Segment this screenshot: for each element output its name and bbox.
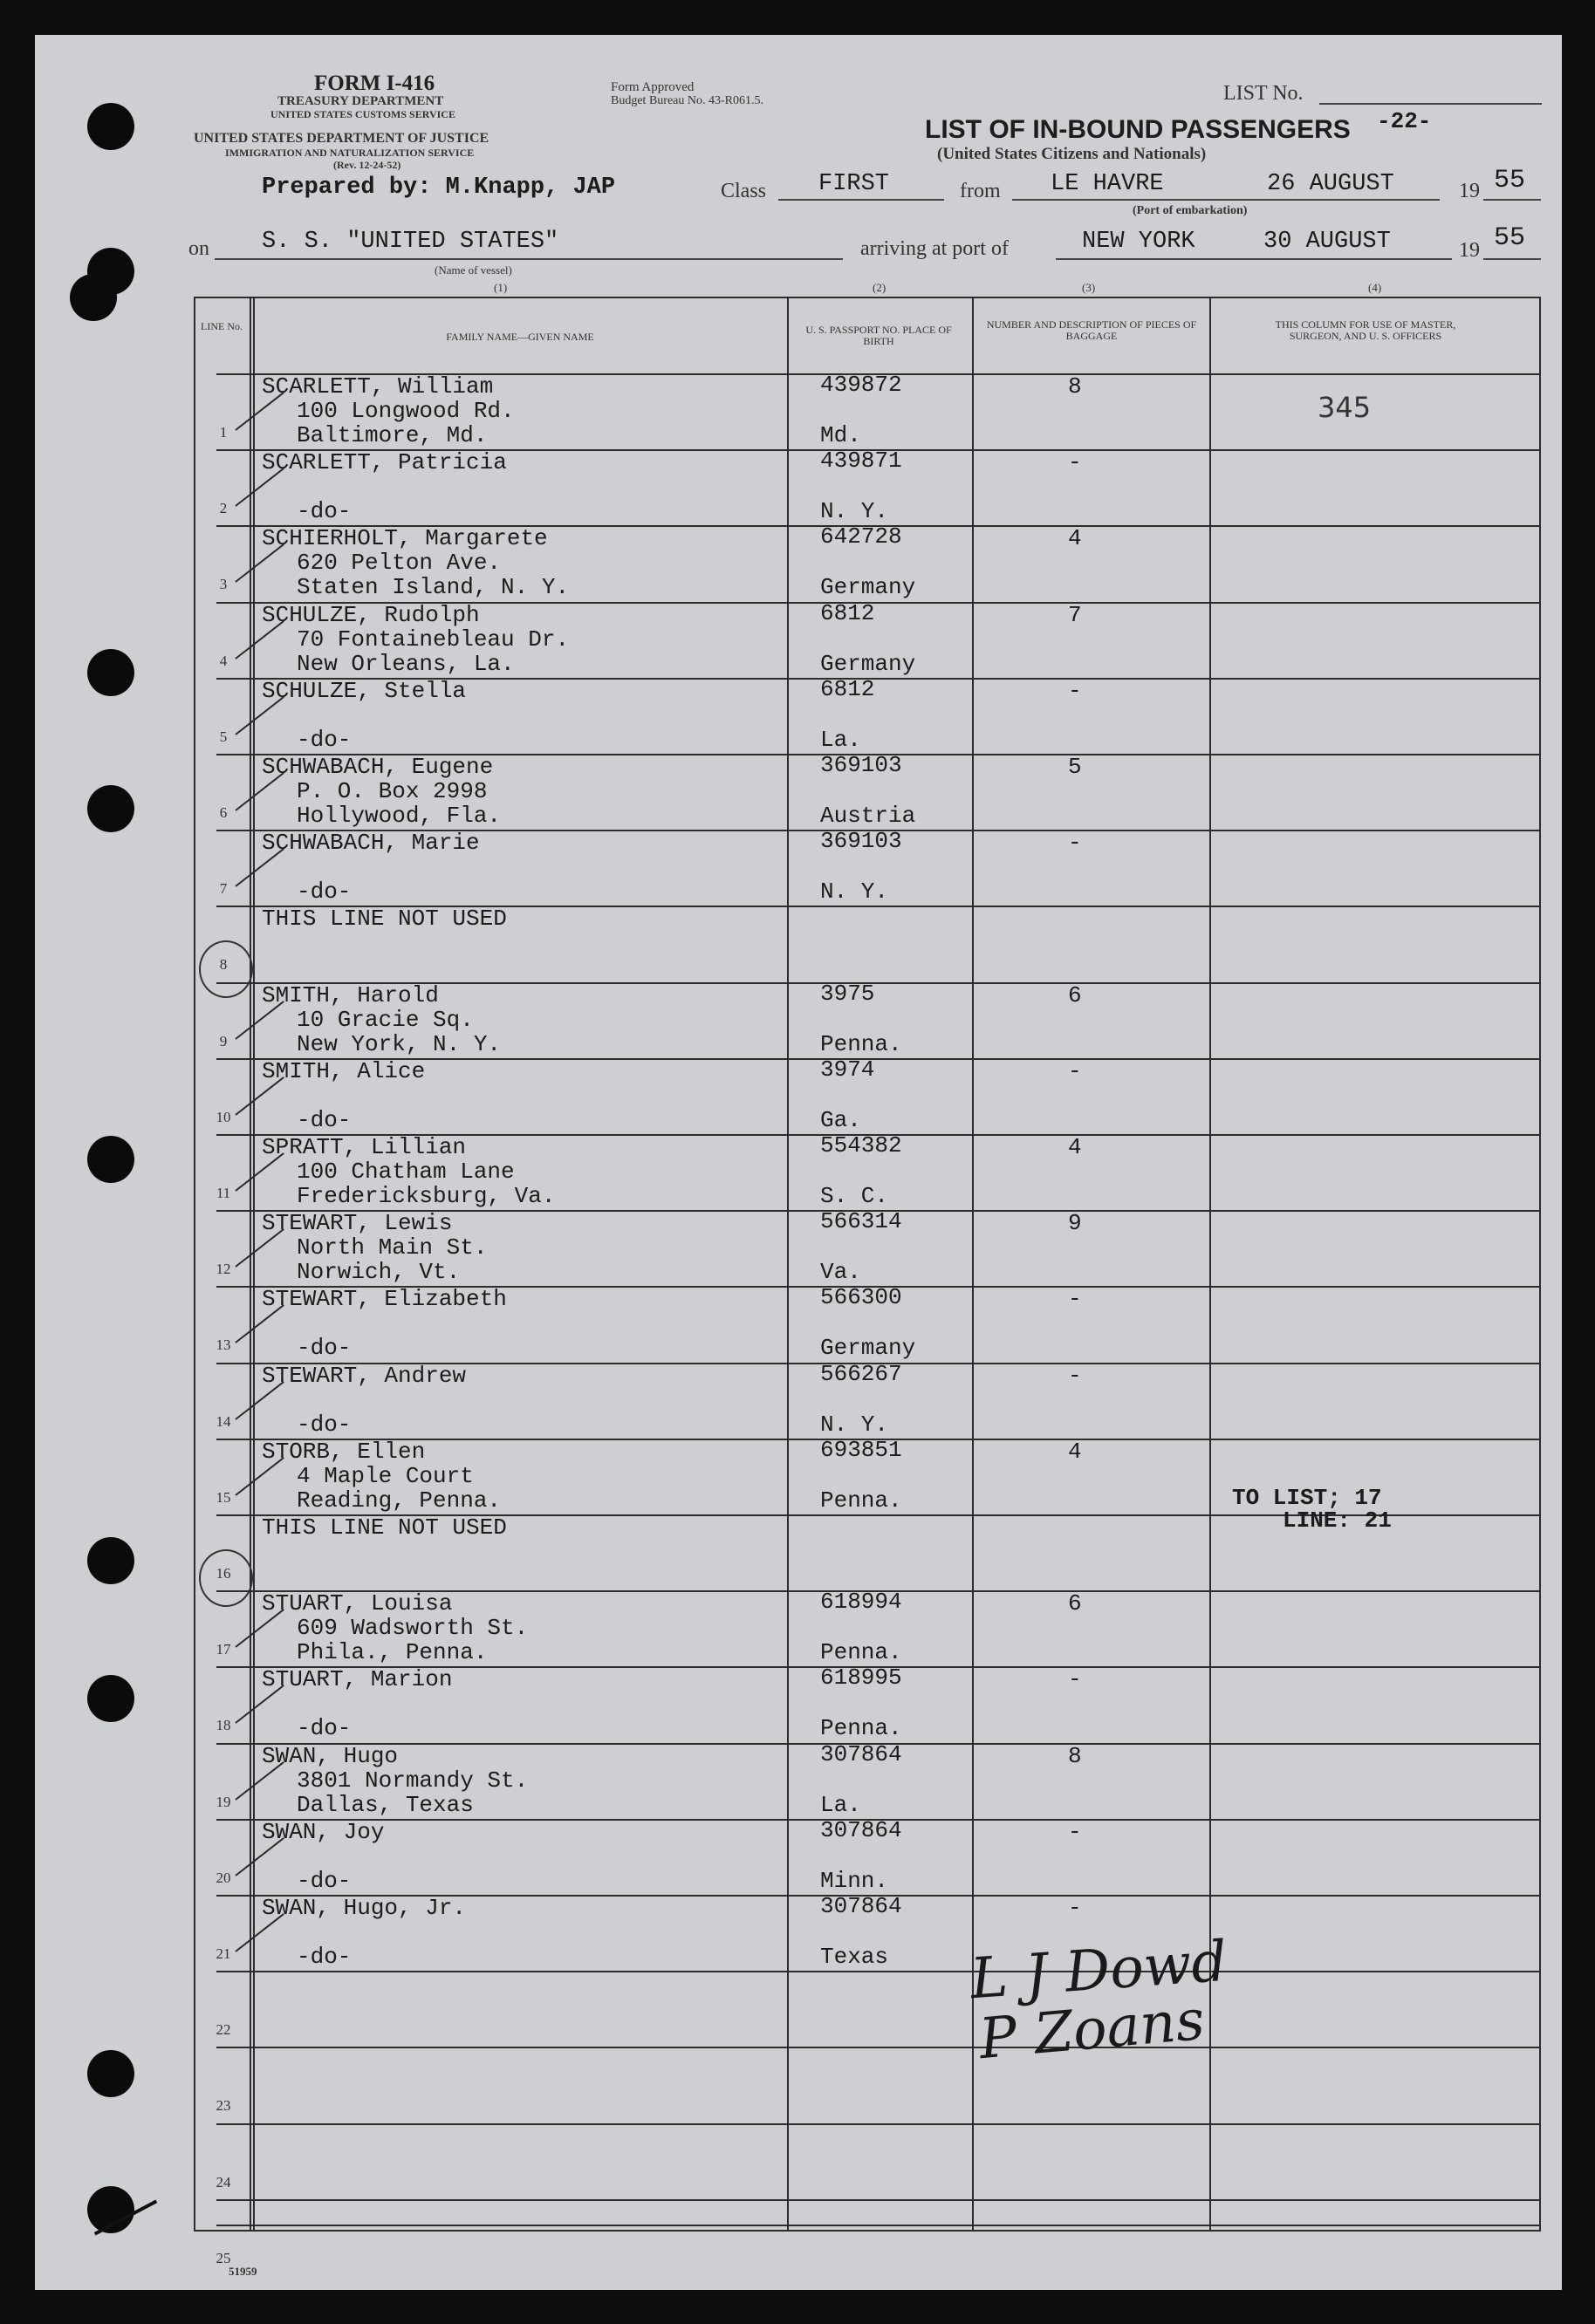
passenger-name: STUART, Marion bbox=[262, 1666, 453, 1693]
passenger-address: 100 Chatham Lane bbox=[297, 1159, 515, 1185]
place-of-birth: Md. bbox=[820, 422, 861, 448]
list-no-value: -22- bbox=[1377, 108, 1432, 134]
passenger-city: Phila., Penna. bbox=[297, 1639, 488, 1666]
form-title: LIST OF IN-BOUND PASSENGERS bbox=[925, 115, 1351, 144]
place-of-birth: La. bbox=[820, 1791, 861, 1818]
baggage-count: - bbox=[1068, 677, 1082, 704]
row-number: 5 bbox=[219, 728, 228, 745]
row-separator bbox=[216, 2225, 1541, 2226]
row-number: 22 bbox=[216, 2021, 231, 2039]
row-number: 2 bbox=[219, 500, 228, 517]
passport-number: 6812 bbox=[820, 675, 875, 702]
row-number: 9 bbox=[219, 1032, 228, 1049]
row-separator bbox=[216, 2123, 1541, 2125]
passenger-address: 3801 Normandy St. bbox=[297, 1767, 529, 1794]
to-line-note: LINE: 21 bbox=[1283, 1507, 1392, 1534]
passport-number: 3974 bbox=[820, 1056, 875, 1083]
passenger-name: SMITH, Alice bbox=[262, 1057, 426, 1084]
baggage-count: 8 bbox=[1068, 373, 1082, 400]
form-number: FORM I-416 bbox=[314, 72, 435, 95]
passenger-city: -do- bbox=[297, 878, 352, 906]
passenger-city: -do- bbox=[297, 1944, 352, 1970]
passenger-city: -do- bbox=[297, 498, 352, 525]
place-of-birth: Germany bbox=[820, 650, 916, 677]
baggage-count: - bbox=[1068, 830, 1082, 857]
col-divider-name bbox=[253, 297, 255, 2232]
year2-prefix: 19 bbox=[1459, 239, 1480, 262]
row-number: 7 bbox=[219, 880, 228, 898]
place-of-birth: N. Y. bbox=[820, 1411, 889, 1438]
baggage-count: 6 bbox=[1068, 981, 1082, 1008]
punch-hole bbox=[87, 1537, 134, 1584]
passenger-city: Staten Island, N. Y. bbox=[297, 574, 570, 601]
punch-hole bbox=[70, 274, 117, 321]
passenger-name: STUART, Louisa bbox=[262, 1590, 453, 1617]
passport-number: 6812 bbox=[820, 599, 875, 626]
punch-hole bbox=[87, 103, 134, 150]
baggage-count: 4 bbox=[1068, 1134, 1082, 1160]
punch-hole bbox=[87, 1136, 134, 1183]
baggage-count: 5 bbox=[1068, 754, 1082, 780]
passenger-address: 100 Longwood Rd. bbox=[297, 398, 515, 424]
passenger-city: Hollywood, Fla. bbox=[297, 803, 502, 829]
place-of-birth: Minn. bbox=[820, 1867, 889, 1894]
col-header-baggage: NUMBER AND DESCRIPTION OF PIECES OF BAGGAGE bbox=[986, 318, 1197, 342]
row-separator bbox=[216, 1971, 1541, 1972]
passenger-city: -do- bbox=[297, 726, 352, 753]
baggage-count: - bbox=[1068, 449, 1082, 476]
place-of-birth: Penna. bbox=[820, 1030, 902, 1057]
row-number: 21 bbox=[216, 1945, 231, 1962]
row-separator bbox=[216, 2047, 1541, 2048]
class-underline bbox=[778, 199, 944, 201]
passenger-name: SCHULZE, Stella bbox=[262, 677, 467, 704]
list-no-underline bbox=[1319, 103, 1542, 105]
passenger-city: -do- bbox=[297, 1715, 352, 1742]
passport-number: 369103 bbox=[820, 752, 902, 778]
baggage-count: - bbox=[1068, 1362, 1082, 1389]
port-embark-caption: (Port of embarkation) bbox=[1133, 204, 1248, 217]
on-label: on bbox=[188, 237, 209, 260]
passenger-name: STEWART, Elizabeth bbox=[262, 1286, 507, 1313]
passenger-name: SMITH, Harold bbox=[262, 981, 439, 1008]
passenger-name: SCHIERHOLT, Margarete bbox=[262, 525, 548, 552]
from-label: from bbox=[960, 180, 1001, 202]
revision: (Rev. 12-24-52) bbox=[333, 159, 401, 171]
row-number: 25 bbox=[216, 2249, 231, 2266]
passenger-city: Norwich, Vt. bbox=[297, 1259, 461, 1286]
passenger-city: New York, N. Y. bbox=[297, 1030, 502, 1057]
row-number: 3 bbox=[219, 576, 228, 593]
passenger-city: Reading, Penna. bbox=[297, 1487, 502, 1514]
passport-number: 439871 bbox=[820, 448, 902, 475]
form-subtitle: (United States Citizens and Nationals) bbox=[937, 145, 1207, 163]
col-header-passport: U. S. PASSPORT NO. PLACE OF BIRTH bbox=[805, 324, 952, 347]
row-number: 18 bbox=[216, 1717, 231, 1734]
row-number: 1 bbox=[219, 424, 228, 441]
signature-2: P Zoans bbox=[976, 1987, 1208, 2073]
passenger-name: STEWART, Lewis bbox=[262, 1210, 453, 1237]
place-of-birth: S. C. bbox=[820, 1183, 889, 1209]
place-of-birth: N. Y. bbox=[820, 498, 889, 525]
passport-number: 554382 bbox=[820, 1132, 902, 1159]
passenger-name: SCHWABACH, Eugene bbox=[262, 754, 494, 780]
passport-number: 693851 bbox=[820, 1436, 902, 1463]
passport-number: 307864 bbox=[820, 1816, 902, 1843]
signature-1: L J Dowd bbox=[968, 1929, 1229, 2013]
arrival-port: NEW YORK bbox=[1082, 229, 1195, 255]
passenger-name: SCHULZE, Rudolph bbox=[262, 601, 480, 628]
vessel-caption: (Name of vessel) bbox=[435, 263, 512, 277]
passenger-name: SCHWABACH, Marie bbox=[262, 830, 480, 857]
baggage-count: - bbox=[1068, 1818, 1082, 1845]
place-of-birth: La. bbox=[820, 726, 861, 753]
row-number: 23 bbox=[216, 2097, 231, 2115]
col1-number: (1) bbox=[494, 281, 508, 294]
passport-number: 307864 bbox=[820, 1893, 902, 1919]
year-prefix: 19 bbox=[1459, 180, 1480, 202]
passenger-name: STEWART, Andrew bbox=[262, 1362, 467, 1389]
baggage-count: 4 bbox=[1068, 1438, 1082, 1465]
passenger-name: THIS LINE NOT USED bbox=[262, 906, 507, 933]
col-divider-baggage bbox=[972, 297, 974, 2232]
passenger-name: SWAN, Hugo bbox=[262, 1742, 399, 1769]
passenger-name: SWAN, Joy bbox=[262, 1818, 385, 1845]
passenger-name: SWAN, Hugo, Jr. bbox=[262, 1895, 467, 1921]
col4-number: (4) bbox=[1368, 281, 1382, 294]
col-header-line: LINE No. bbox=[201, 320, 243, 332]
passenger-address: 70 Fontainebleau Dr. bbox=[297, 625, 570, 653]
place-of-birth: Germany bbox=[820, 1335, 916, 1362]
vessel-name: S. S. "UNITED STATES" bbox=[262, 229, 559, 255]
row-separator bbox=[216, 2199, 1541, 2201]
baggage-count: - bbox=[1068, 1666, 1082, 1693]
to-list-note: TO LIST; 17 bbox=[1232, 1485, 1382, 1511]
circled-line-number bbox=[199, 1549, 253, 1607]
place-of-birth: N. Y. bbox=[820, 878, 889, 906]
col-divider-passport bbox=[787, 297, 789, 2232]
place-of-birth: Texas bbox=[820, 1944, 889, 1970]
list-no-label: LIST No. bbox=[1223, 82, 1304, 105]
arrival-date: 30 AUGUST bbox=[1263, 229, 1391, 255]
year-underline bbox=[1483, 199, 1541, 201]
row-number: 16 bbox=[216, 1565, 231, 1582]
budget-bureau: Budget Bureau No. 43-R061.5. bbox=[611, 94, 763, 107]
punch-hole bbox=[87, 649, 134, 696]
passenger-address: 4 Maple Court bbox=[297, 1462, 474, 1489]
punch-hole bbox=[87, 2050, 134, 2097]
dept-treasury: TREASURY DEPARTMENT bbox=[277, 94, 444, 108]
row-number: 6 bbox=[219, 804, 228, 821]
arriving-label: arriving at port of bbox=[860, 237, 1009, 260]
passenger-address: P. O. Box 2998 bbox=[297, 778, 488, 804]
place-of-birth: Penna. bbox=[820, 1487, 902, 1514]
dept-treasury-sub: UNITED STATES CUSTOMS SERVICE bbox=[270, 108, 455, 120]
row-number: 15 bbox=[216, 1488, 231, 1506]
circled-line-number bbox=[199, 940, 253, 998]
passenger-address: 620 Pelton Ave. bbox=[297, 550, 502, 577]
passenger-city: Dallas, Texas bbox=[297, 1791, 474, 1818]
row-number: 12 bbox=[216, 1261, 231, 1278]
col3-number: (3) bbox=[1082, 281, 1096, 294]
passenger-name: SPRATT, Lillian bbox=[262, 1134, 467, 1160]
officer-number: 345 bbox=[1318, 391, 1372, 424]
passport-number: 439872 bbox=[820, 372, 902, 398]
passport-number: 642728 bbox=[820, 523, 902, 550]
punch-hole bbox=[87, 785, 134, 832]
passenger-city: -do- bbox=[297, 1106, 352, 1133]
passport-number: 566300 bbox=[820, 1284, 902, 1311]
place-of-birth: Penna. bbox=[820, 1715, 902, 1742]
year2-underline bbox=[1483, 258, 1541, 260]
place-of-birth: Va. bbox=[820, 1259, 861, 1286]
row-number: 20 bbox=[216, 1869, 231, 1886]
form-approved: Form Approved bbox=[611, 80, 695, 94]
row-number: 8 bbox=[219, 956, 228, 974]
passport-number: 369103 bbox=[820, 828, 902, 855]
passenger-name: SCARLETT, William bbox=[262, 373, 494, 400]
col-header-officers: THIS COLUMN FOR USE OF MASTER, SURGEON, AND U. S. OFFICERS bbox=[1275, 318, 1456, 342]
year-value: 55 bbox=[1494, 166, 1526, 195]
baggage-count: 7 bbox=[1068, 601, 1082, 628]
row-number: 11 bbox=[216, 1185, 231, 1201]
col2-number: (2) bbox=[873, 281, 886, 294]
baggage-count: - bbox=[1068, 1895, 1082, 1921]
passenger-city: -do- bbox=[297, 1867, 352, 1894]
row-number: 4 bbox=[219, 652, 228, 669]
passenger-city: Fredericksburg, Va. bbox=[297, 1183, 556, 1209]
vessel-underline bbox=[215, 258, 843, 260]
dept-justice: UNITED STATES DEPARTMENT OF JUSTICE bbox=[194, 131, 489, 146]
from-underline bbox=[1012, 199, 1440, 201]
dept-justice-sub: IMMIGRATION AND NATURALIZATION SERVICE bbox=[225, 147, 475, 159]
punch-hole bbox=[87, 1675, 134, 1722]
row-number: 19 bbox=[216, 1793, 231, 1810]
passport-number: 618994 bbox=[820, 1589, 902, 1616]
baggage-count: 4 bbox=[1068, 525, 1082, 552]
departure-date: 26 AUGUST bbox=[1267, 171, 1394, 197]
place-of-birth: Germany bbox=[820, 574, 916, 601]
passenger-name: STORB, Ellen bbox=[262, 1438, 426, 1465]
place-of-birth: Ga. bbox=[820, 1106, 861, 1133]
passenger-name: THIS LINE NOT USED bbox=[262, 1514, 507, 1541]
from-port: LE HAVRE bbox=[1051, 171, 1164, 197]
passport-number: 3975 bbox=[820, 980, 875, 1007]
place-of-birth: Austria bbox=[820, 803, 916, 829]
passenger-city: -do- bbox=[297, 1411, 352, 1438]
baggage-count: 6 bbox=[1068, 1590, 1082, 1617]
passenger-city: Baltimore, Md. bbox=[297, 422, 488, 448]
baggage-count: - bbox=[1068, 1286, 1082, 1313]
baggage-count: 8 bbox=[1068, 1742, 1082, 1769]
row-number: 13 bbox=[216, 1336, 231, 1354]
place-of-birth: Penna. bbox=[820, 1639, 902, 1666]
passenger-address: 609 Wadsworth St. bbox=[297, 1615, 529, 1642]
passport-number: 566314 bbox=[820, 1208, 902, 1235]
passport-number: 307864 bbox=[820, 1740, 902, 1767]
baggage-count: 9 bbox=[1068, 1210, 1082, 1237]
passenger-name: SCARLETT, Patricia bbox=[262, 449, 507, 476]
col-header-name: FAMILY NAME—GIVEN NAME bbox=[446, 331, 594, 343]
passenger-city: New Orleans, La. bbox=[297, 650, 515, 677]
passport-number: 618995 bbox=[820, 1664, 902, 1692]
year2-value: 55 bbox=[1494, 223, 1526, 253]
prepared-by: Prepared by: M.Knapp, JAP bbox=[262, 174, 616, 201]
row-number: 10 bbox=[216, 1108, 231, 1125]
baggage-count: - bbox=[1068, 1057, 1082, 1084]
passenger-address: 10 Gracie Sq. bbox=[297, 1006, 474, 1033]
row-number: 14 bbox=[216, 1412, 231, 1430]
passport-number: 566267 bbox=[820, 1360, 902, 1387]
class-label: Class bbox=[721, 180, 767, 202]
row-number: 24 bbox=[216, 2173, 231, 2191]
row-number: 17 bbox=[216, 1641, 231, 1658]
class-value: FIRST bbox=[818, 171, 890, 197]
passenger-city: -do- bbox=[297, 1335, 352, 1362]
arrive-underline bbox=[1056, 258, 1452, 260]
print-code: 51959 bbox=[229, 2265, 257, 2278]
passenger-address: North Main St. bbox=[297, 1234, 488, 1261]
